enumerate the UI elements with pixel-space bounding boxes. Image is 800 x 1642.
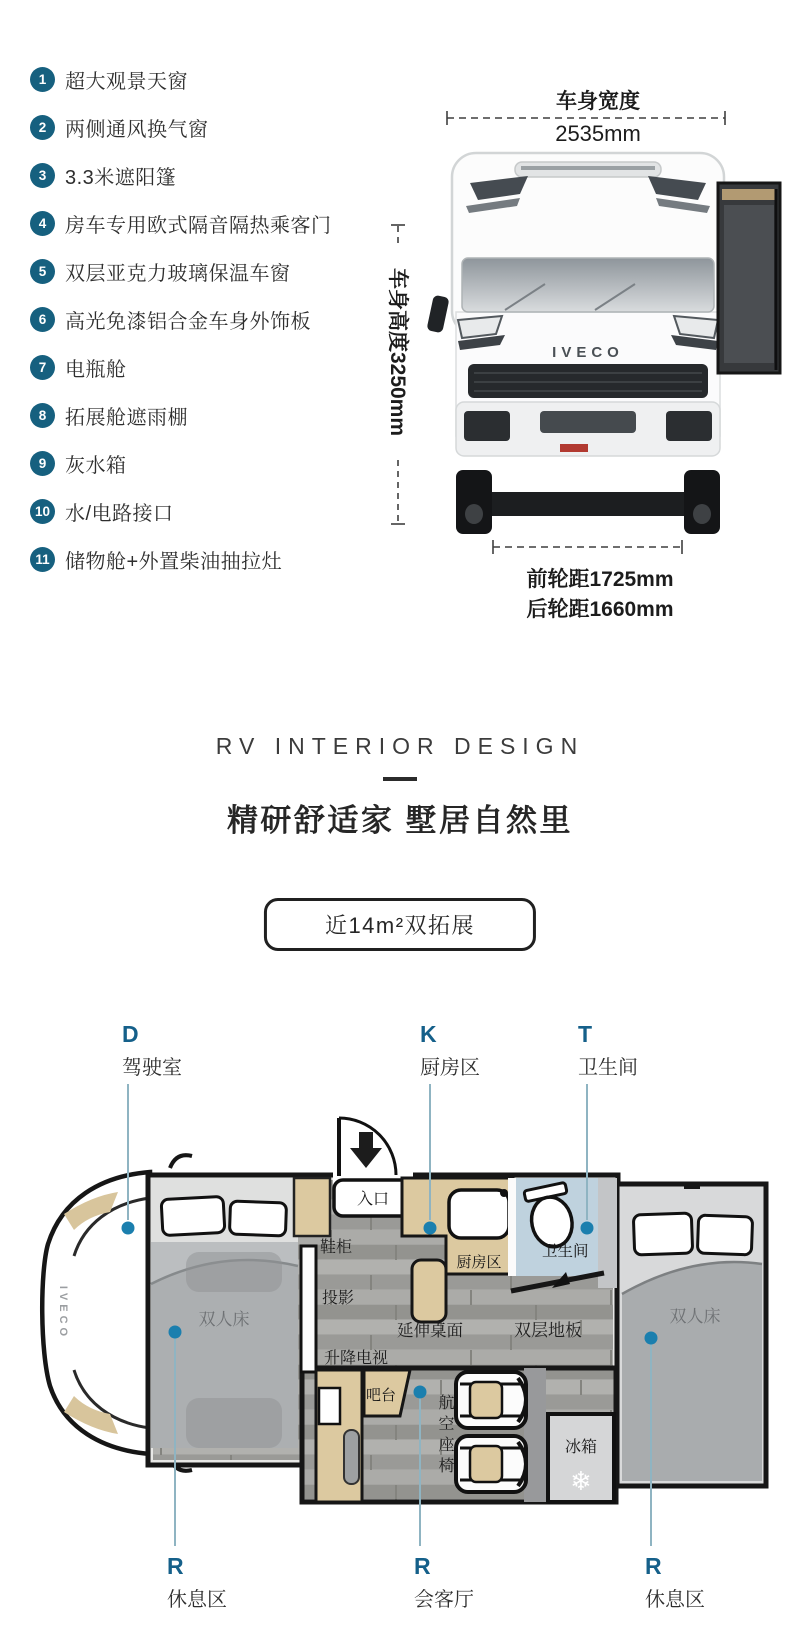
shoe-cabinet-label: 鞋柜: [320, 1239, 353, 1256]
rv-front-illustration: [426, 153, 780, 534]
bed-right: [622, 1189, 762, 1481]
projection-label: 投影: [322, 1290, 355, 1307]
left-wheel: [456, 470, 492, 534]
number-badge: 3: [30, 163, 55, 188]
dimension-height-label: 车身高度3250mm: [386, 267, 409, 437]
heading-divider: [383, 777, 417, 781]
zone-labels-bottom: [167, 1553, 705, 1611]
feature-item: [30, 258, 332, 285]
number-badge: 5: [30, 259, 55, 284]
number-badge: 11: [30, 547, 55, 572]
bathroom-label: 卫生间: [542, 1243, 589, 1260]
feature-label: 高光免漆铝合金车身外饰板: [65, 311, 311, 333]
feature-label: 3.3米遮阳篷: [65, 167, 177, 189]
right-headlight: [674, 316, 718, 338]
section-title: 精研舒适家 墅居自然里: [226, 803, 574, 838]
feature-label: 房车专用欧式隔音隔热乘客门: [65, 215, 332, 237]
aviation-seat: [456, 1372, 526, 1428]
zone-letter-toilet: T: [578, 1021, 593, 1047]
zone-letter-rest-right: R: [645, 1553, 662, 1579]
dimension-track-line: [493, 540, 682, 554]
feature-label: 双层亚克力玻璃保温车窗: [65, 263, 291, 285]
floorplan-svg: [0, 1018, 800, 1624]
feature-item: [30, 402, 332, 429]
number-badge: 9: [30, 451, 55, 476]
bathroom: [508, 1178, 617, 1291]
pillow: [161, 1196, 225, 1235]
aviation-seat-label: 航空座椅: [436, 1394, 453, 1478]
number-badge: 1: [30, 67, 55, 92]
left-mirror: [426, 295, 449, 334]
bar-label: 吧台: [366, 1387, 397, 1404]
number-badge: 7: [30, 355, 55, 380]
number-badge: 8: [30, 403, 55, 428]
left-headlight: [458, 316, 502, 338]
snowflake-icon: ❄: [570, 1466, 592, 1496]
bed-right-label: 双人床: [669, 1307, 721, 1326]
feature-item: [30, 306, 332, 333]
zone-name-toilet: 卫生间: [578, 1057, 638, 1079]
windshield: [462, 258, 714, 312]
feature-label: 超大观景天窗: [65, 71, 188, 93]
extend-table-unit: [412, 1260, 446, 1322]
rv-front-figure: [380, 85, 800, 630]
feature-item: [30, 498, 332, 525]
feature-label: 电瓶舱: [65, 359, 127, 381]
front-track-value: 前轮距1725mm: [526, 568, 674, 591]
zone-name-rest-left: 休息区: [167, 1589, 227, 1611]
feature-item: [30, 450, 332, 477]
aviation-seat: [456, 1436, 526, 1492]
zone-letter-rest-left: R: [167, 1553, 184, 1579]
open-storage-compartment: [718, 183, 780, 373]
zone-letter-kitchen: K: [420, 1021, 437, 1047]
zone-name-lounge: 会客厅: [414, 1589, 474, 1611]
sink: [449, 1190, 509, 1238]
kitchen-area-label: 厨房区: [456, 1254, 502, 1271]
section-eyebrow: RV INTERIOR DESIGN: [215, 733, 585, 759]
zone-name-rest-right: 休息区: [645, 1589, 705, 1611]
feature-list: [30, 66, 332, 594]
dimension-width-value: 2535mm: [555, 121, 641, 146]
zone-labels-top: [122, 1021, 638, 1079]
feature-item: [30, 546, 332, 573]
zone-name-driver: 驾驶室: [122, 1057, 182, 1079]
feature-item: [30, 210, 332, 237]
arrow-down-icon: [350, 1132, 382, 1168]
number-badge: 2: [30, 115, 55, 140]
zone-name-kitchen: 厨房区: [420, 1057, 480, 1079]
feature-label: 水/电路接口: [65, 503, 174, 525]
zone-letter-lounge: R: [414, 1553, 431, 1579]
number-badge: 10: [30, 499, 55, 524]
number-badge: 6: [30, 307, 55, 332]
feature-item: [30, 66, 332, 93]
fridge-label: 冰箱: [564, 1439, 598, 1456]
feature-label: 灰水箱: [65, 455, 127, 477]
pillow: [229, 1201, 286, 1236]
feature-item: [30, 162, 332, 189]
feature-item: [30, 354, 332, 381]
zone-letter-driver: D: [122, 1021, 139, 1047]
red-accent: [560, 444, 588, 452]
feature-label: 两侧通风换气窗: [65, 119, 209, 141]
lift-tv-unit: [301, 1246, 316, 1372]
rear-track-value: 后轮距1660mm: [526, 598, 674, 621]
lift-tv-label: 升降电视: [324, 1350, 389, 1367]
fridge-unit: [548, 1414, 614, 1502]
grille-brand-text: IVECO: [552, 344, 624, 361]
number-badge: 4: [30, 211, 55, 236]
feature-label: 拓展舱遮雨棚: [65, 407, 188, 429]
feature-item: [30, 114, 332, 141]
pillow: [633, 1213, 692, 1255]
extend-table-label: 延伸桌面: [397, 1322, 463, 1340]
shoe-cabinet-unit: [294, 1178, 330, 1236]
hood-brand-text: IVECO: [57, 1285, 69, 1341]
entrance-label: 入口: [356, 1191, 390, 1208]
expansion-badge: 近14m²双拓展: [264, 898, 536, 951]
double-floor-label: 双层地板: [514, 1321, 582, 1340]
feature-label: 储物舱+外置柴油抽拉灶: [65, 551, 283, 573]
right-wheel: [684, 470, 720, 534]
bed-left-label: 双人床: [198, 1310, 250, 1329]
dimension-width-label: 车身宽度: [556, 90, 640, 113]
pillow: [697, 1215, 752, 1255]
